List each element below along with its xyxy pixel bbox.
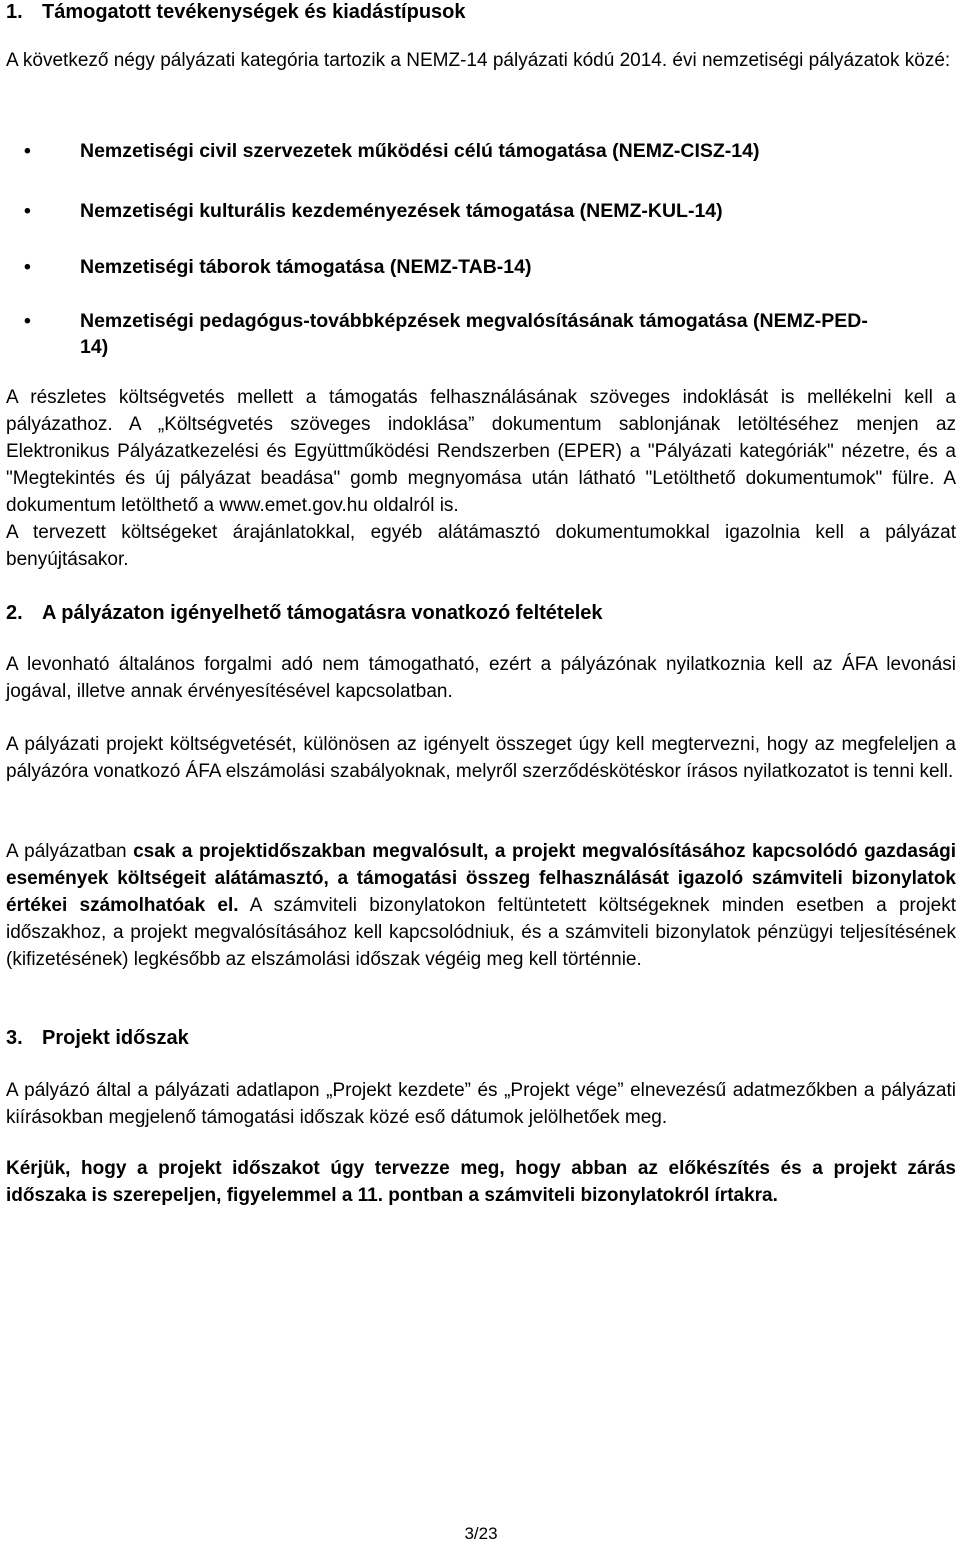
section-3-number: 3. bbox=[6, 1027, 23, 1049]
list-item-text: Nemzetiségi pedagógus-továbbképzések megvalósításának támogatása (NEMZ-PED-14) bbox=[80, 310, 868, 358]
section-2-paragraph-3 bbox=[6, 838, 956, 973]
section-3-paragraph-2: Kérjük, hogy a projekt időszakot úgy tervezze meg, hogy abban az előkészítés és a projekt zárás időszaka is szerepeljen, figyelemmel a 11. pontban a számviteli bizonylatokról írtakra. bbox=[6, 1158, 956, 1206]
page-number: 3/23 bbox=[464, 1524, 498, 1543]
section-1-paragraph-3: A tervezett költségeket árajánlatokkal, egyéb alátámasztó dokumentumokkal igazolnia kell a pályázat benyújtásakor. bbox=[6, 522, 956, 570]
section-2-paragraph-1: A levonható általános forgalmi adó nem támogatható, ezért a pályázónak nyilatkoznia kell az ÁFA levonási jogával, illetve annak érvényesítésével kapcsolatban. bbox=[6, 654, 956, 702]
section-1-paragraph-2: A részletes költségvetés mellett a támogatás felhasználásának szöveges indoklását is mellékelni kell a pályázathoz. A „Költségvetés szöveges indoklása” dokumentum sablonjának letöltéséhez menjen az Elektronikus Pályázatkezelési és Együttműködési Rendszerben (EPER) a "Pályázati kategóriák" nézetre, és a "Megtekintés és új pályázat beadása" gomb megnyomása után látható "Letölthető dokumentumok" fülre. A dokumentum letölthető a www.emet.gov.hu oldalról is. bbox=[6, 387, 956, 516]
section-1-title: Támogatott tevékenységek és kiadástípusok bbox=[42, 1, 466, 23]
section-2-paragraph-3-end: A számviteli bizonylatokon feltüntetett költségeknek minden esetben a projekt időszakhoz, a projekt megvalósításához kell kapcsolódniuk, és a számviteli bizonylatok pénzügyi teljesítésének (kifizetésének) legkésőbb az elszámolási időszak végéig meg kell történnie. bbox=[6, 895, 956, 970]
section-3-title: Projekt időszak bbox=[42, 1027, 189, 1049]
section-2-number: 2. bbox=[6, 602, 23, 624]
section-1-heading bbox=[6, 0, 466, 24]
section-1-intro: A következő négy pályázati kategória tartozik a NEMZ-14 pályázati kódú 2014. évi nemzetiségi pályázatok közé: bbox=[6, 50, 951, 71]
section-2-paragraph-3-emphasis: csak a projektidőszakban megvalósult, a projekt megvalósításához kapcsolódó gazdasági események költségeit alátámasztó, a támogatási összeg felhasználását igazoló számviteli bizonylatok értékei számolhatóak el. bbox=[6, 841, 956, 916]
bullet-icon: • bbox=[24, 310, 31, 332]
bullet-icon: • bbox=[24, 140, 31, 162]
list-item-text: Nemzetiségi táborok támogatása (NEMZ-TAB-14) bbox=[80, 256, 532, 278]
bullet-icon: • bbox=[24, 200, 31, 222]
bullet-icon: • bbox=[24, 256, 31, 278]
section-2-heading bbox=[6, 601, 603, 625]
section-2-paragraph-3-start: A pályázatban bbox=[6, 841, 134, 862]
section-2-paragraph-2: A pályázati projekt költségvetését, különösen az igényelt összeget úgy kell megtervezni, hogy az megfeleljen a pályázóra vonatkozó ÁFA elszámolási szabályoknak, melyről szerződéskötéskor írásos nyilatkozatot is tenni kell. bbox=[6, 734, 956, 782]
list-item-text: Nemzetiségi civil szervezetek működési célú támogatása (NEMZ-CISZ-14) bbox=[80, 140, 760, 162]
section-3-paragraph-1: A pályázó által a pályázati adatlapon „Projekt kezdete” és „Projekt vége” elnevezésű adatmezőkben a pályázati kiírásokban megjelenő támogatási időszak közé eső dátumok jelölhetőek meg. bbox=[6, 1080, 956, 1128]
section-2-title: A pályázaton igényelhető támogatásra vonatkozó feltételek bbox=[42, 602, 603, 624]
section-1-number: 1. bbox=[6, 1, 23, 23]
section-3-heading bbox=[6, 1026, 189, 1050]
list-item-text: Nemzetiségi kulturális kezdeményezések támogatása (NEMZ-KUL-14) bbox=[80, 200, 723, 222]
